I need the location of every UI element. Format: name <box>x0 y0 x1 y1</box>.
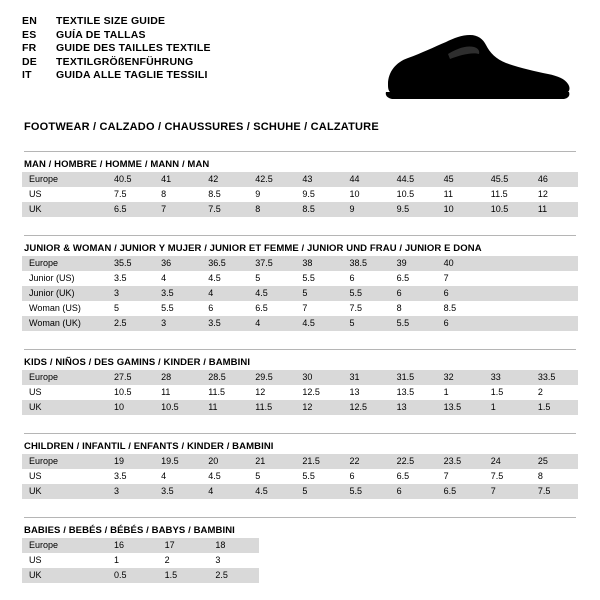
size-cell: 5.5 <box>295 271 342 286</box>
size-cell: 7.5 <box>531 484 578 499</box>
size-cell: 13 <box>342 385 389 400</box>
size-cell: 1.5 <box>484 385 531 400</box>
size-table-body <box>22 256 578 331</box>
size-cell: 6 <box>342 271 389 286</box>
size-cell: 1.5 <box>158 568 209 583</box>
size-cell: 23.5 <box>437 454 484 469</box>
size-cell: 46 <box>531 172 578 187</box>
size-cell: 42 <box>201 172 248 187</box>
table-row <box>22 553 259 568</box>
size-cell: 3.5 <box>107 469 154 484</box>
size-cell: 39 <box>390 256 437 271</box>
size-cell: 1 <box>107 553 158 568</box>
size-cell: 11 <box>437 187 484 202</box>
table-row <box>22 271 578 286</box>
size-cell: 5 <box>295 484 342 499</box>
size-cell: 29.5 <box>248 370 295 385</box>
language-title-list-body <box>22 16 211 84</box>
row-header: Woman (US) <box>22 301 107 316</box>
group-label: KIDS / NIÑOS / DES GAMINS / KINDER / BAMBINI <box>24 357 251 368</box>
size-cell-empty <box>531 286 578 301</box>
size-cell: 30 <box>295 370 342 385</box>
size-cell: 5 <box>248 469 295 484</box>
table-row <box>22 286 578 301</box>
size-cell: 7.5 <box>201 202 248 217</box>
size-table-body <box>22 370 578 415</box>
size-cell: 4 <box>201 484 248 499</box>
group-label: CHILDREN / INFANTIL / ENFANTS / KINDER / BAMBINI <box>24 441 274 452</box>
language-title: GUIDE DES TAILLES TEXTILE <box>56 42 211 54</box>
size-cell: 10 <box>342 187 389 202</box>
table-row <box>22 172 578 187</box>
size-cell: 9 <box>248 187 295 202</box>
size-cell: 3.5 <box>154 286 201 301</box>
size-cell: 5 <box>248 271 295 286</box>
language-row <box>22 16 211 30</box>
size-cell: 40 <box>437 256 484 271</box>
row-header: Junior (US) <box>22 271 107 286</box>
size-cell: 8 <box>531 469 578 484</box>
size-group-babies <box>22 517 578 583</box>
group-label: JUNIOR & WOMAN / JUNIOR Y MUJER / JUNIOR ET FEMME / JUNIOR UND FRAU / JUNIOR E DONA <box>24 243 482 254</box>
table-row <box>22 538 259 553</box>
size-cell: 33 <box>484 370 531 385</box>
language-code: ES <box>22 28 37 41</box>
size-cell: 10 <box>107 400 154 415</box>
size-cell: 20 <box>201 454 248 469</box>
language-code: DE <box>22 55 37 68</box>
size-cell: 21 <box>248 454 295 469</box>
size-cell-empty <box>484 256 531 271</box>
size-cell: 1.5 <box>531 400 578 415</box>
row-header: UK <box>22 202 107 217</box>
size-group-man <box>22 151 578 217</box>
size-cell: 18 <box>208 538 259 553</box>
size-cell: 40.5 <box>107 172 154 187</box>
size-group-children <box>22 433 578 499</box>
size-cell: 6 <box>390 286 437 301</box>
size-cell: 7.5 <box>342 301 389 316</box>
size-cell: 6.5 <box>390 271 437 286</box>
language-row <box>22 43 211 57</box>
row-header: US <box>22 553 107 568</box>
size-cell: 4 <box>248 316 295 331</box>
size-cell: 31.5 <box>390 370 437 385</box>
size-cell-empty <box>484 271 531 286</box>
size-cell: 6.5 <box>437 484 484 499</box>
size-cell: 36 <box>154 256 201 271</box>
size-cell: 16 <box>107 538 158 553</box>
language-row <box>22 30 211 44</box>
size-cell: 36.5 <box>201 256 248 271</box>
language-row <box>22 57 211 71</box>
language-code: IT <box>22 69 32 81</box>
size-table-body <box>22 172 578 217</box>
size-cell: 32 <box>437 370 484 385</box>
size-cell: 27.5 <box>107 370 154 385</box>
size-cell: 13 <box>390 400 437 415</box>
size-cell: 33.5 <box>531 370 578 385</box>
size-cell-empty <box>531 316 578 331</box>
table-row <box>22 256 578 271</box>
size-cell-empty <box>531 271 578 286</box>
group-spacer <box>22 434 578 441</box>
size-table <box>22 454 578 499</box>
size-cell: 5 <box>342 316 389 331</box>
size-cell-empty <box>484 316 531 331</box>
size-cell: 10 <box>437 202 484 217</box>
table-row <box>22 370 578 385</box>
table-row <box>22 187 578 202</box>
size-cell: 24 <box>484 454 531 469</box>
size-cell: 0.5 <box>107 568 158 583</box>
size-cell: 12.5 <box>342 400 389 415</box>
size-cell: 4 <box>201 286 248 301</box>
size-cell: 28 <box>154 370 201 385</box>
language-title: GUIDA ALLE TAGLIE TESSILI <box>56 69 208 81</box>
size-cell: 12 <box>248 385 295 400</box>
table-row <box>22 202 578 217</box>
size-cell: 45 <box>437 172 484 187</box>
size-cell: 28.5 <box>201 370 248 385</box>
size-cell: 7 <box>437 469 484 484</box>
size-cell: 19 <box>107 454 154 469</box>
size-table-body <box>22 538 259 583</box>
size-cell: 10.5 <box>154 400 201 415</box>
row-header: Europe <box>22 454 107 469</box>
size-cell: 19.5 <box>154 454 201 469</box>
size-cell: 7.5 <box>107 187 154 202</box>
size-cell: 6.5 <box>248 301 295 316</box>
size-cell: 7 <box>484 484 531 499</box>
row-header: Europe <box>22 370 107 385</box>
size-cell: 4.5 <box>248 484 295 499</box>
size-cell: 1 <box>437 385 484 400</box>
size-cell: 8.5 <box>437 301 484 316</box>
group-spacer <box>22 518 578 525</box>
size-cell: 3 <box>107 286 154 301</box>
language-code: FR <box>22 42 37 54</box>
size-table <box>22 172 578 217</box>
size-cell: 2.5 <box>107 316 154 331</box>
size-cell: 5.5 <box>154 301 201 316</box>
row-header: UK <box>22 568 107 583</box>
table-row <box>22 385 578 400</box>
size-cell: 25 <box>531 454 578 469</box>
size-cell-empty <box>531 301 578 316</box>
size-table <box>22 370 578 415</box>
size-cell: 4.5 <box>295 316 342 331</box>
group-spacer <box>22 350 578 357</box>
size-cell: 4.5 <box>248 286 295 301</box>
size-cell: 8 <box>154 187 201 202</box>
size-cell: 44 <box>342 172 389 187</box>
size-cell: 8.5 <box>201 187 248 202</box>
size-cell: 13.5 <box>390 385 437 400</box>
size-cell: 8.5 <box>295 202 342 217</box>
size-cell: 38 <box>295 256 342 271</box>
size-cell: 31 <box>342 370 389 385</box>
size-cell: 10.5 <box>484 202 531 217</box>
language-title-list <box>22 16 211 84</box>
table-row <box>22 484 578 499</box>
size-cell: 12.5 <box>295 385 342 400</box>
size-cell: 8 <box>248 202 295 217</box>
size-cell: 11.5 <box>201 385 248 400</box>
size-cell: 12 <box>531 187 578 202</box>
size-cell: 10.5 <box>390 187 437 202</box>
size-cell: 11 <box>531 202 578 217</box>
size-cell: 8 <box>390 301 437 316</box>
size-cell: 22 <box>342 454 389 469</box>
size-cell: 21.5 <box>295 454 342 469</box>
size-cell: 11 <box>201 400 248 415</box>
size-cell-empty <box>531 256 578 271</box>
language-code: EN <box>22 15 37 27</box>
size-cell: 6.5 <box>107 202 154 217</box>
size-cell: 2 <box>531 385 578 400</box>
row-header: Europe <box>22 172 107 187</box>
size-cell: 6 <box>342 469 389 484</box>
group-spacer <box>22 236 578 243</box>
size-cell: 4 <box>154 271 201 286</box>
size-cell: 5.5 <box>342 286 389 301</box>
table-row <box>22 301 578 316</box>
language-row <box>22 70 211 84</box>
row-header: Junior (UK) <box>22 286 107 301</box>
row-header: US <box>22 385 107 400</box>
size-cell: 2 <box>158 553 209 568</box>
size-cell: 7 <box>295 301 342 316</box>
size-cell: 3 <box>154 316 201 331</box>
size-cell: 37.5 <box>248 256 295 271</box>
size-cell: 3.5 <box>201 316 248 331</box>
size-cell: 4.5 <box>201 469 248 484</box>
size-cell: 9.5 <box>390 202 437 217</box>
row-header: Woman (UK) <box>22 316 107 331</box>
size-table-body <box>22 454 578 499</box>
language-title: TEXTILGRÖßENFÜHRUNG <box>56 55 194 68</box>
size-cell: 1 <box>484 400 531 415</box>
size-cell: 17 <box>158 538 209 553</box>
size-cell: 10.5 <box>107 385 154 400</box>
size-cell: 2.5 <box>208 568 259 583</box>
size-cell: 12 <box>295 400 342 415</box>
size-cell: 7 <box>437 271 484 286</box>
size-cell-empty <box>484 286 531 301</box>
row-header: Europe <box>22 538 107 553</box>
size-cell: 6 <box>437 286 484 301</box>
table-row <box>22 454 578 469</box>
size-cell: 11 <box>154 385 201 400</box>
size-cell: 11.5 <box>484 187 531 202</box>
size-cell: 6 <box>201 301 248 316</box>
size-cell: 5 <box>107 301 154 316</box>
size-cell: 6.5 <box>390 469 437 484</box>
group-spacer <box>22 152 578 159</box>
size-cell: 9.5 <box>295 187 342 202</box>
size-cell: 3.5 <box>107 271 154 286</box>
size-table <box>22 538 259 583</box>
size-cell: 9 <box>342 202 389 217</box>
size-cell: 6 <box>390 484 437 499</box>
table-row <box>22 316 578 331</box>
size-cell: 4.5 <box>201 271 248 286</box>
size-cell: 5 <box>295 286 342 301</box>
size-cell: 5.5 <box>390 316 437 331</box>
table-row <box>22 400 578 415</box>
size-cell: 6 <box>437 316 484 331</box>
size-cell: 13.5 <box>437 400 484 415</box>
table-row <box>22 469 578 484</box>
row-header: US <box>22 469 107 484</box>
document-header <box>22 16 578 108</box>
size-cell: 5.5 <box>295 469 342 484</box>
size-cell: 5.5 <box>342 484 389 499</box>
row-header: Europe <box>22 256 107 271</box>
language-title: TEXTILE SIZE GUIDE <box>56 15 166 27</box>
row-header: UK <box>22 400 107 415</box>
size-cell: 11.5 <box>248 400 295 415</box>
dress-shoe-icon <box>382 32 572 106</box>
table-row <box>22 568 259 583</box>
size-table <box>22 256 578 331</box>
size-cell: 3.5 <box>154 484 201 499</box>
group-label: MAN / HOMBRE / HOMME / MANN / MAN <box>24 159 210 170</box>
size-cell: 3 <box>208 553 259 568</box>
size-cell: 41 <box>154 172 201 187</box>
size-cell: 43 <box>295 172 342 187</box>
footwear-section-title: FOOTWEAR / CALZADO / CHAUSSURES / SCHUHE / CALZATURE <box>24 121 379 133</box>
size-cell: 22.5 <box>390 454 437 469</box>
group-label: BABIES / BEBÉS / BÉBÉS / BABYS / BAMBINI <box>24 525 235 536</box>
size-cell: 42.5 <box>248 172 295 187</box>
size-group-junior-woman <box>22 235 578 331</box>
size-cell: 3 <box>107 484 154 499</box>
size-cell: 38.5 <box>342 256 389 271</box>
row-header: US <box>22 187 107 202</box>
size-cell: 44.5 <box>390 172 437 187</box>
size-cell: 7 <box>154 202 201 217</box>
size-cell: 35.5 <box>107 256 154 271</box>
size-cell-empty <box>484 301 531 316</box>
size-cell: 7.5 <box>484 469 531 484</box>
language-title: GUÍA DE TALLAS <box>56 28 146 41</box>
size-cell: 45.5 <box>484 172 531 187</box>
size-group-kids <box>22 349 578 415</box>
size-cell: 4 <box>154 469 201 484</box>
row-header: UK <box>22 484 107 499</box>
